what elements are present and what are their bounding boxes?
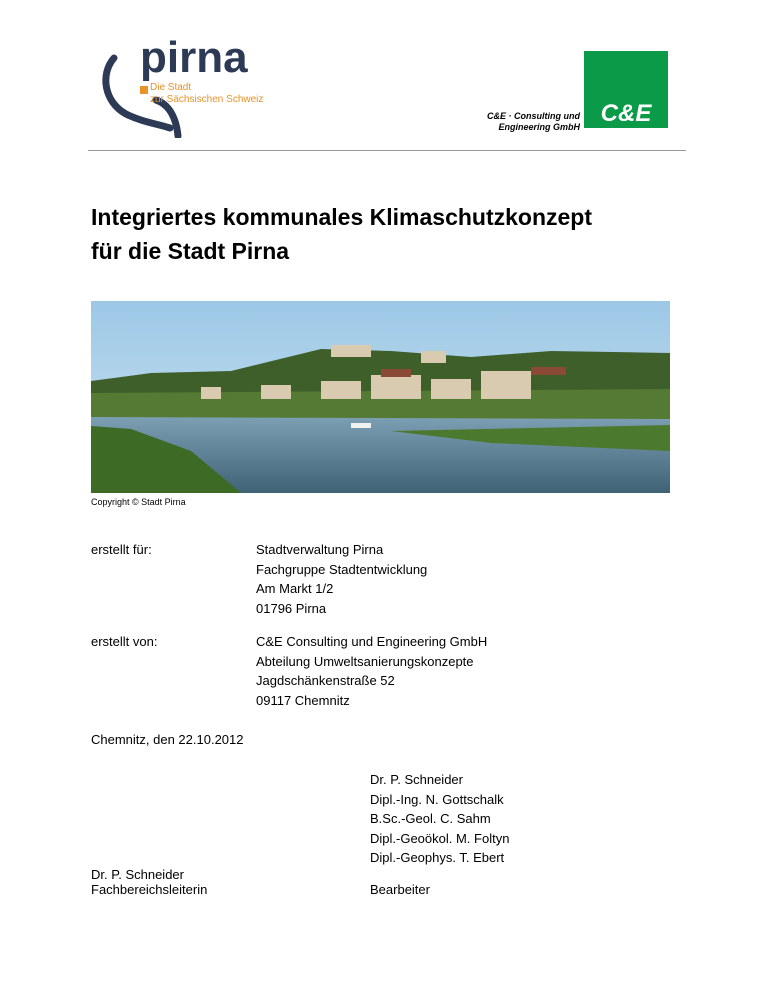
pirna-logo-word: pirna — [140, 33, 248, 82]
place-date: Chemnitz, den 22.10.2012 — [91, 732, 244, 747]
pirna-tagline-2: zur Sächsischen Schweiz — [150, 94, 264, 105]
created-for-line: Fachgruppe Stadtentwicklung — [256, 561, 428, 577]
created-by-block — [256, 632, 487, 710]
pirna-logo-square — [140, 86, 148, 94]
pirna-tagline-1: Die Stadt — [150, 82, 192, 93]
authors-list — [370, 770, 509, 868]
created-by-label: erstellt von: — [91, 634, 158, 649]
author-name: B.Sc.-Geol. C. Sahm — [370, 811, 491, 826]
ce-logo-caption — [470, 111, 580, 133]
signature-role: Fachbereichsleiterin — [91, 882, 208, 897]
created-for-line: 01796 Pirna — [256, 600, 327, 616]
ce-caption-1: C&E · Consulting und — [487, 111, 580, 121]
ce-logo-mark: C&E — [600, 100, 652, 127]
author-name: Dipl.-Geophys. T. Ebert — [370, 850, 505, 865]
created-for-label: erstellt für: — [91, 542, 152, 557]
created-by-line: C&E Consulting und Engineering GmbH — [256, 634, 488, 649]
signature-left — [91, 867, 207, 897]
photo-copyright: Copyright © Stadt Pirna — [91, 497, 186, 507]
title-line-2: für die Stadt Pirna — [91, 238, 290, 264]
created-by-line: Abteilung Umweltsanierungskonzepte — [256, 653, 474, 669]
pirna-logo-tagline — [150, 82, 263, 106]
created-by-line: 09117 Chemnitz — [256, 692, 350, 708]
author-name: Dipl.-Ing. N. Gottschalk — [370, 791, 504, 807]
header-divider — [88, 150, 686, 151]
pirna-river-photo — [91, 301, 670, 493]
document-title — [91, 200, 679, 268]
title-line-1: Integriertes kommunales Klimaschutzkonzept — [91, 204, 593, 230]
created-for-block — [256, 540, 427, 618]
created-for-line: Stadtverwaltung Pirna — [256, 542, 384, 557]
author-name: Dr. P. Schneider — [370, 772, 463, 787]
ce-caption-2: Engineering GmbH — [498, 122, 580, 132]
created-for-line: Am Markt 1/2 — [256, 581, 334, 596]
signature-right-role: Bearbeiter — [370, 882, 430, 897]
signature-name: Dr. P. Schneider — [91, 867, 184, 882]
created-by-line: Jagdschänkenstraße 52 — [256, 673, 395, 688]
author-name: Dipl.-Geoökol. M. Foltyn — [370, 830, 510, 846]
